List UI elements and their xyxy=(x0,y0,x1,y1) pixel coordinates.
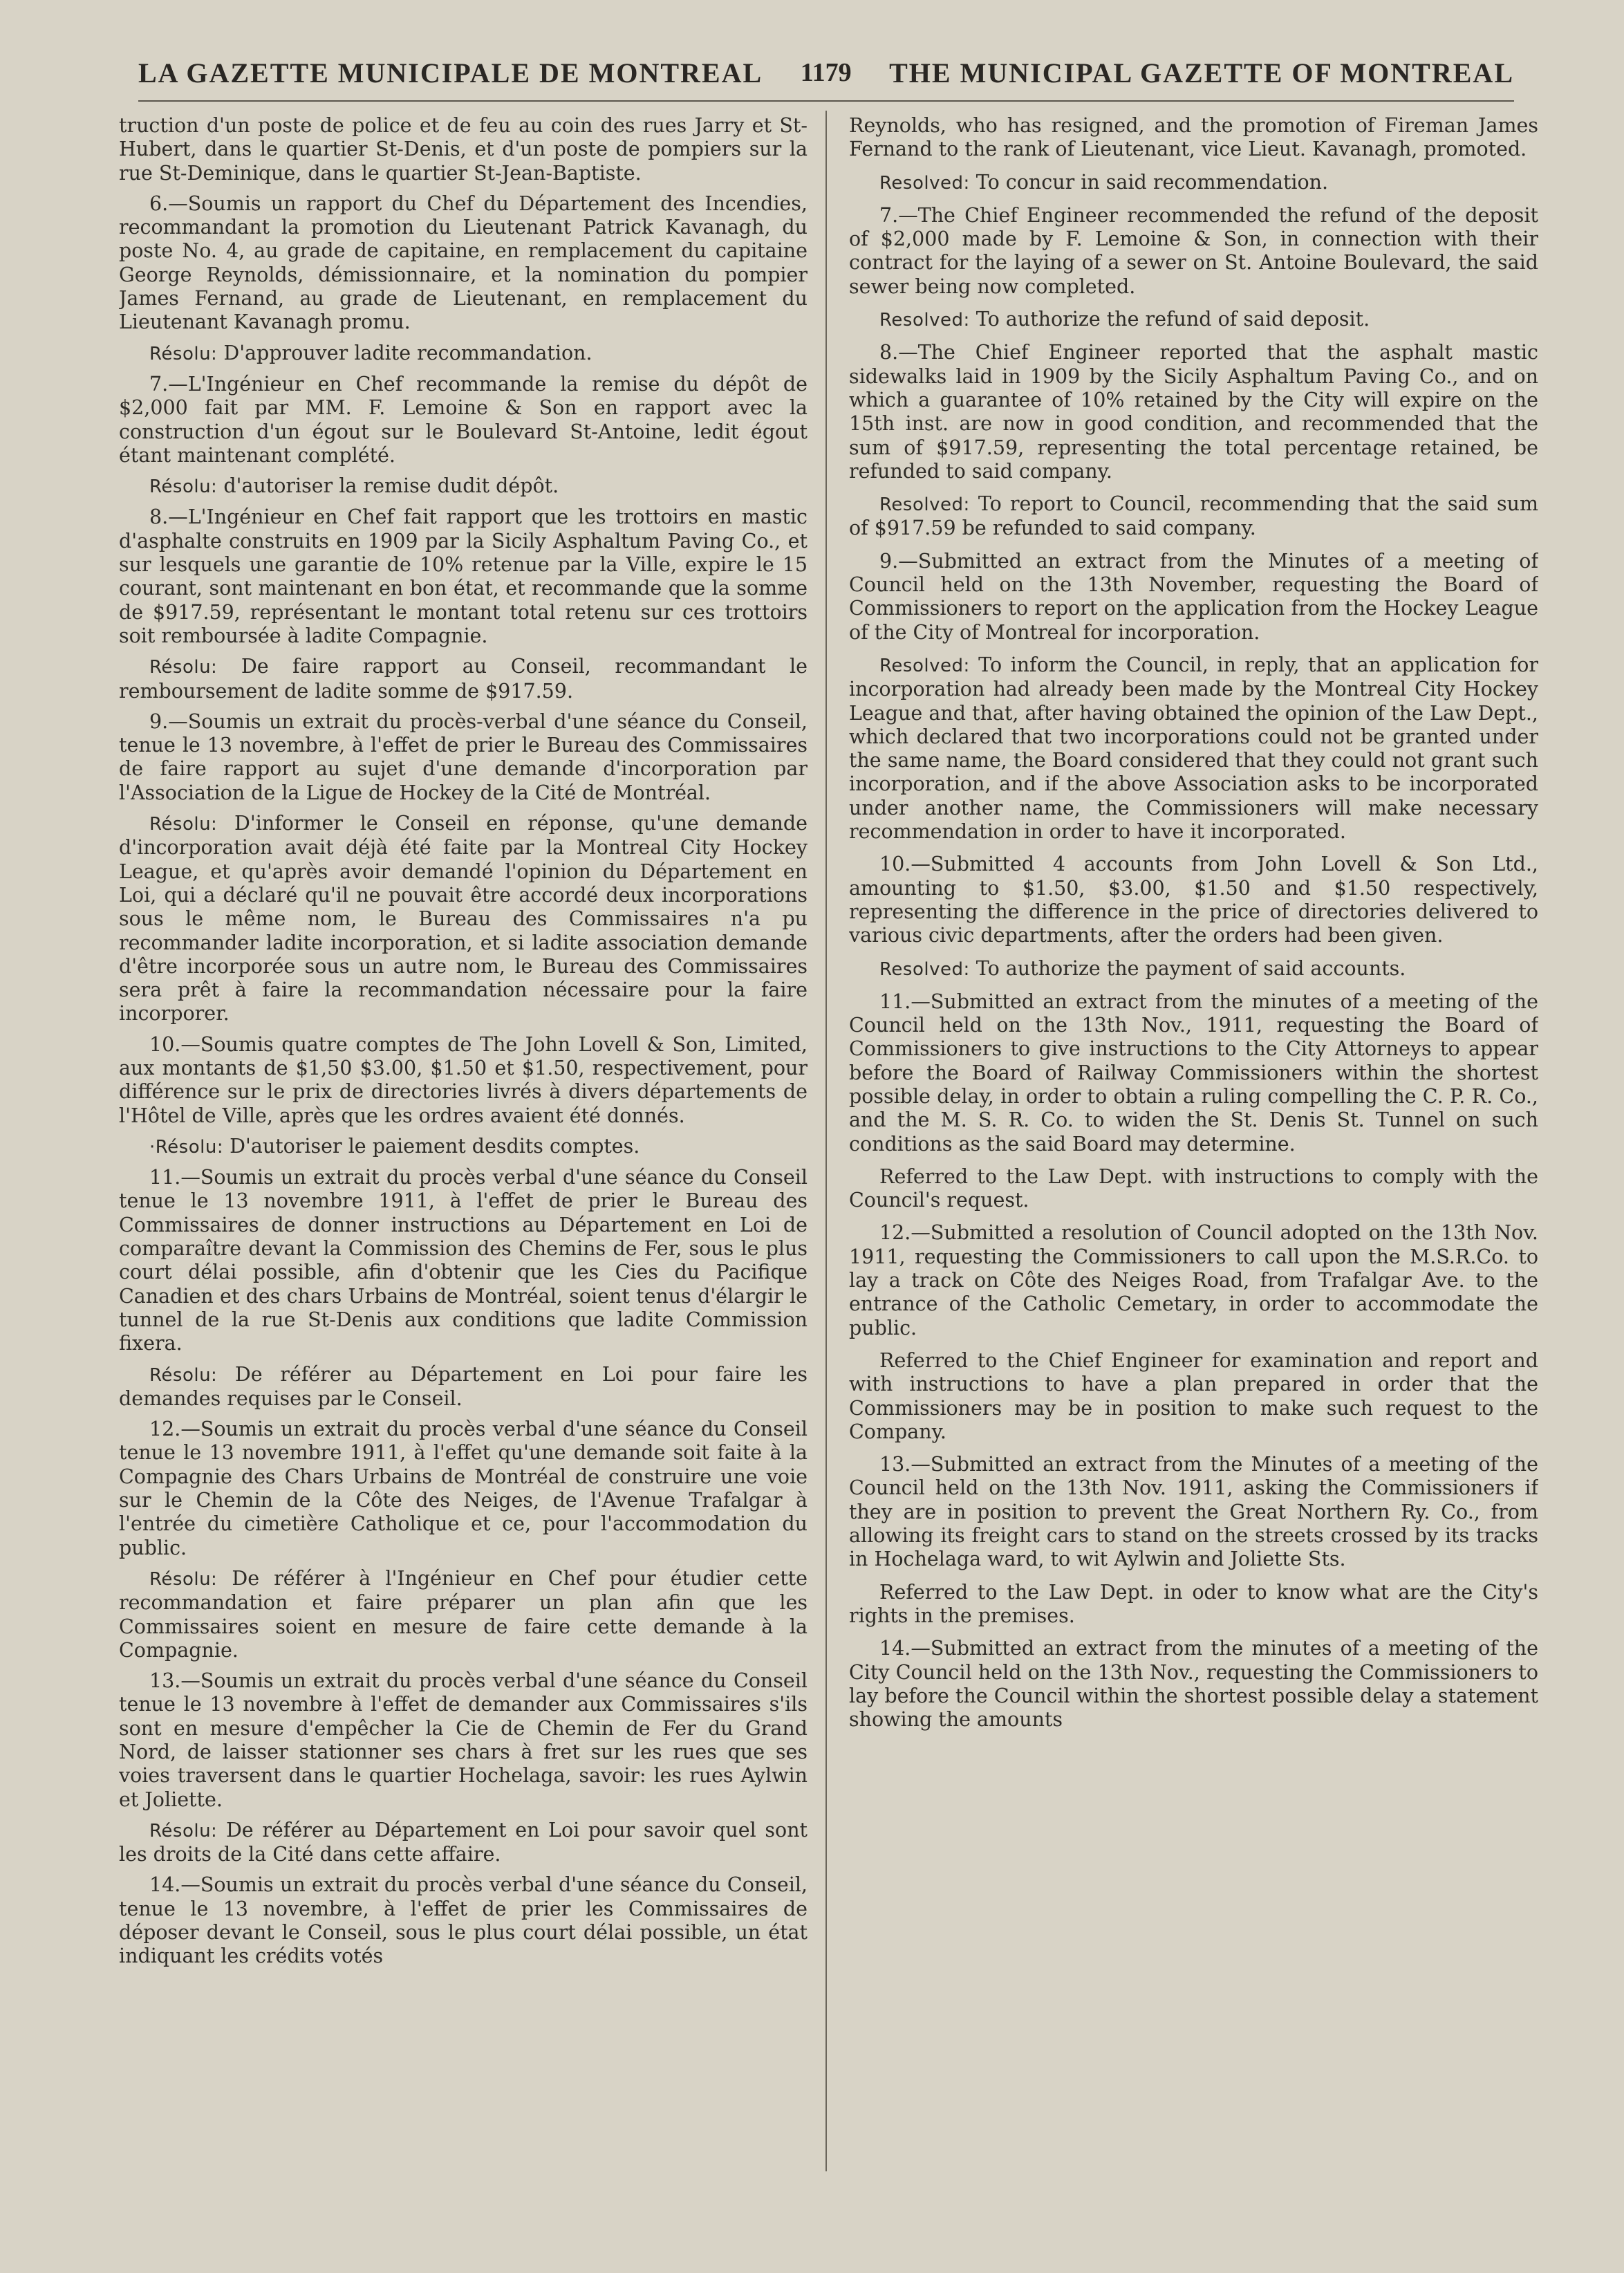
resolution-label: Resolved: xyxy=(879,655,970,676)
paragraph-text: 9.—Soumis un extrait du procès-verbal d'une séance du Conseil, tenue le 13 novembre, à l'effet de prier le Bureau des Commissaires de faire rapport au sujet d'une demande d'incorporation par l'Association de la Ligue de Hockey de la Cité de Montréal. xyxy=(119,709,808,804)
paragraph-text: 7.—L'Ingénieur en Chef recommande la remise du dépôt de $2,000 fait par MM. F. Lemoine & Son en rapport avec la construction d'un égout sur le Boulevard St-Antoine, ledit égout étant maintenant complété. xyxy=(119,372,808,467)
resolution-label: Résolu: xyxy=(149,1568,218,1590)
french-paragraph xyxy=(119,192,808,335)
english-paragraph xyxy=(849,492,1538,541)
english-paragraph xyxy=(849,990,1538,1156)
paragraph-text: 14.—Soumis un extrait du procès verbal d'une séance du Conseil, tenue le 13 novembre, à l'effet de prier les Commissaires de déposer devant le Conseil, sous le plus court délai possible, un état indiquant les crédits votés xyxy=(119,1873,808,1968)
column-divider xyxy=(825,111,827,2171)
paragraph-text: 7.—The Chief Engineer recommended the refund of the deposit of $2,000 made by F. Lemoine & Son, in connection with their contract for the laying of a sewer on St. Antoine Boulevard, the said sewer being now completed. xyxy=(849,203,1538,298)
english-paragraph xyxy=(849,114,1538,162)
paragraph-text: 8.—The Chief Engineer reported that the asphalt mastic sidewalks laid in 1909 by the Sicily Asphaltum Paving Co., and on which a guarantee of 10% retained by the City will expire on the 15th inst. are now in good condition, and recommended that the sum of $917.59, representing the total percentage retained, be refunded to said company. xyxy=(849,341,1538,483)
english-paragraph xyxy=(849,653,1538,844)
french-paragraph xyxy=(119,1166,808,1355)
resolution-label: Resolved: xyxy=(879,958,970,980)
paragraph-text: De référer au Département en Loi pour faire les demandes requises par le Conseil. xyxy=(119,1362,808,1410)
english-paragraph xyxy=(849,957,1538,981)
paragraph-text: Referred to the Law Dept. in oder to know what are the City's rights in the premises. xyxy=(849,1580,1538,1627)
french-paragraph xyxy=(119,1418,808,1560)
resolution-label: Résolu: xyxy=(149,1820,218,1841)
french-paragraph xyxy=(119,373,808,467)
resolution-label: Resolved: xyxy=(879,310,970,331)
english-paragraph xyxy=(849,1221,1538,1339)
paragraph-text: 11.—Submitted an extract from the minutes of a meeting of the Council held on the 13th Nov., 1911, requesting the Board of Commissioners to give instructions to the City Attorneys to appear before the Board of Railway Commissioners within the shortest possible delay, in order to obtain a ruling compelling the C. P. R. Co., and the M. S. R. Co. to widen the St. Denis St. Tunnel on such conditions as the said Board may determine. xyxy=(849,990,1538,1156)
french-paragraph xyxy=(119,655,808,703)
paragraph-text: D'approuver ladite recommandation. xyxy=(217,341,592,364)
paragraph-text: 9.—Submitted an extract from the Minutes of a meeting of Council held on the 13th November, requesting the Board of Commissioners to report on the application from the Hockey League of the City of Montreal for incorporation. xyxy=(849,549,1538,644)
paragraph-text: 14.—Submitted an extract from the minutes of a meeting of the City Council held on the 13th Nov., requesting the Commissioners to lay before the Council within the shortest possible delay a statement showing the amounts xyxy=(849,1637,1538,1732)
paragraph-text: Referred to the Law Dept. with instructions to comply with the Council's request. xyxy=(849,1165,1538,1212)
paragraph-text: 12.—Soumis un extrait du procès verbal d'une séance du Conseil tenue le 13 novembre 1911, à l'effet qu'une demande soit faite à la Compagnie des Chars Urbains de Montréal de construire une voie sur le Chemin de la Côte des Neiges, de l'Avenue Trafalgar à l'entrée du cimetière Catholique et ce, pour l'accommodation du public. xyxy=(119,1418,808,1559)
paragraph-text: De référer à l'Ingénieur en Chef pour étudier cette recommandation et faire préparer un plan afin que les Commissaires soient en mesure de faire cette demande à la Compagnie. xyxy=(119,1566,808,1662)
french-paragraph xyxy=(119,1363,808,1411)
header-english-title: THE MUNICIPAL GAZETTE OF MONTREAL xyxy=(889,57,1514,89)
english-paragraph xyxy=(849,308,1538,332)
resolution-label: Résolu: xyxy=(149,476,218,498)
paragraph-text: To authorize the payment of said accounts. xyxy=(969,956,1406,980)
french-paragraph xyxy=(119,1873,808,1968)
french-paragraph xyxy=(119,114,808,185)
paragraph-text: Reynolds, who has resigned, and the promotion of Fireman James Fernand to the rank of Lieutenant, vice Lieut. Kavanagh, promoted. xyxy=(849,114,1538,161)
paragraph-text: 6.—Soumis un rapport du Chef du Département des Incendies, recommandant la promotion du Lieutenant Patrick Kavanagh, du poste No. 4, au grade de capitaine, en remplacement du capitaine George Reynolds, démissionnaire, et la nomination du pompier James Fernand, au grade de Lieutenant, en remplacement du Lieutenant Kavanagh promu. xyxy=(119,192,808,334)
english-column xyxy=(849,114,1538,2230)
english-paragraph xyxy=(849,1165,1538,1213)
header-rule xyxy=(138,100,1514,102)
paragraph-text: To authorize the refund of said deposit. xyxy=(969,308,1370,331)
paragraph-text: 10.—Submitted 4 accounts from John Lovell & Son Ltd., amounting to $1.50, $3.00, $1.50 and $1.50 respectively, representing the difference in the price of directories delivered to various civic departments, after the orders had been given. xyxy=(849,853,1538,947)
paragraph-text: To inform the Council, in reply, that an application for incorporation had already been made by the Montreal City Hockey League and that, after having obtained the opinion of the Law Dept., which declared that two incorporations could not be granted under the same name, the Board considered that they could not grant such incorporation, and if the above Association asks to be incorporated under another name, the Commissioners will make necessary recommendation in order to have it incorporated. xyxy=(849,653,1538,844)
english-paragraph xyxy=(849,1637,1538,1732)
resolution-label: Résolu: xyxy=(149,657,218,678)
english-paragraph xyxy=(849,1349,1538,1444)
english-paragraph xyxy=(849,1581,1538,1629)
paragraph-text: De faire rapport au Conseil, recommandant le remboursement de ladite somme de $917.59. xyxy=(119,655,808,703)
page-number: 1179 xyxy=(800,58,852,87)
french-paragraph xyxy=(119,812,808,1026)
resolution-label: Résolu: xyxy=(149,1364,218,1386)
paragraph-text: 13.—Soumis un extrait du procès verbal d'une séance du Conseil tenue le 13 novembre à l'effet de demander aux Commissaires s'ils sont en mesure d'empêcher la Cie de Chemin de Fer du Grand Nord, de laisser stationner ses chars à fret sur les rues que ses voies traversent dans le quartier Hochelaga, savoir: les rues Aylwin et Joliette. xyxy=(119,1669,808,1811)
resolution-label: Resolved: xyxy=(879,172,970,194)
paragraph-text: De référer au Département en Loi pour savoir quel sont les droits de la Cité dans cette affaire. xyxy=(119,1818,808,1866)
paragraph-text: To report to Council, recommending that the said sum of $917.59 be refunded to said company. xyxy=(849,492,1538,540)
paragraph-text: Referred to the Chief Engineer for examination and report and with instructions to have a plan prepared in order that the Commissioners may be in position to make such request to the Company. xyxy=(849,1348,1538,1443)
paragraph-text: 8.—L'Ingénieur en Chef fait rapport que les trottoirs en mastic d'asphalte construits en 1909 par la Sicily Asphaltum Paving Co., et sur lesquels une garantie de 10% retenue par la Ville, expire le 15 courant, sont maintenant en bon état, et recommande que la somme de $917.59, représentant le montant total retenu sur ces trottoirs soit remboursée à ladite Compagnie. xyxy=(119,505,808,647)
paragraph-text: 13.—Submitted an extract from the Minutes of a meeting of the Council held on the 13th Nov. 1911, asking the Commissioners if they are in position to prevent the Great Northern Ry. Co., from allowing its freight cars to stand on the streets crossed by its tracks in Hochelaga ward, to wit Aylwin and Joliette Sts. xyxy=(849,1453,1538,1571)
paragraph-text: D'autoriser le paiement desdits comptes. xyxy=(223,1134,640,1158)
paragraph-text: To concur in said recommendation. xyxy=(969,170,1329,194)
english-paragraph xyxy=(849,1453,1538,1571)
french-paragraph xyxy=(119,505,808,648)
english-paragraph xyxy=(849,550,1538,644)
french-paragraph xyxy=(119,1819,808,1867)
paragraph-text: 10.—Soumis quatre comptes de The John Lovell & Son, Limited, aux montants de $1,50 $3.00, $1.50 et $1.50, respectivement, pour différence sur le prix de directories livrés à divers départements de l'Hôtel de Ville, après que les ordres avaient été donnés. xyxy=(119,1032,808,1127)
paragraph-text: 12.—Submitted a resolution of Council adopted on the 13th Nov. 1911, requesting the Commissioners to call upon the M.S.R.Co. to lay a track on Côte des Neiges Road, from Trafalgar Ave. to the entrance of the Catholic Cemetary, in order to accommodate the public. xyxy=(849,1221,1538,1339)
english-paragraph xyxy=(849,853,1538,947)
english-paragraph xyxy=(849,341,1538,483)
paragraph-text: truction d'un poste de police et de feu au coin des rues Jarry et St-Hubert, dans le quartier St-Denis, et d'un poste de pompiers sur la rue St-Deminique, dans le quartier St-Jean-Baptiste. xyxy=(119,114,808,185)
paragraph-text: D'informer le Conseil en réponse, qu'une demande d'incorporation avait déjà été faite par la Montreal City Hockey League, et qu'après avoir demandé l'opinion du Département en Loi, qui a déclaré qu'il ne pouvait être accordé deux incorporations sous le même nom, le Bureau des Commissaires n'a pu recommander ladite incorporation, et si ladite association demande d'être incorporée sous un autre nom, le Bureau des Commissaires sera prêt à faire la recommandation nécessaire pour la faire incorporer. xyxy=(119,812,808,1026)
french-paragraph xyxy=(119,1669,808,1812)
page-header xyxy=(138,48,1514,97)
resolution-label: Résolu: xyxy=(149,814,218,835)
french-paragraph xyxy=(119,1033,808,1128)
french-paragraph xyxy=(119,1135,808,1159)
paragraph-text: d'autoriser la remise dudit dépôt. xyxy=(217,474,559,498)
french-paragraph xyxy=(119,710,808,805)
english-paragraph xyxy=(849,171,1538,195)
paragraph-text: 11.—Soumis un extrait du procès verbal d'une séance du Conseil tenue le 13 novembre 1911, à l'effet de prier le Bureau des Commissaires de donner instructions au Département en Loi de comparaître devant la Commission des Chemins de Fer, sous le plus court délai possible, afin d'obtenir que les Cies du Pacifique Canadien et des chars Urbains de Montréal, soient tenus d'élargir le tunnel de la rue St-Denis aux conditions que ladite Commission fixera. xyxy=(119,1166,808,1355)
resolution-label: Résolu: xyxy=(149,343,218,364)
french-paragraph xyxy=(119,342,808,366)
english-paragraph xyxy=(849,204,1538,299)
french-paragraph xyxy=(119,474,808,499)
french-paragraph xyxy=(119,1567,808,1662)
resolution-label: Resolved: xyxy=(879,494,970,516)
header-french-title: LA GAZETTE MUNICIPALE DE MONTREAL xyxy=(138,57,763,89)
resolution-label: ·Résolu: xyxy=(149,1136,224,1158)
french-column xyxy=(119,114,808,2230)
